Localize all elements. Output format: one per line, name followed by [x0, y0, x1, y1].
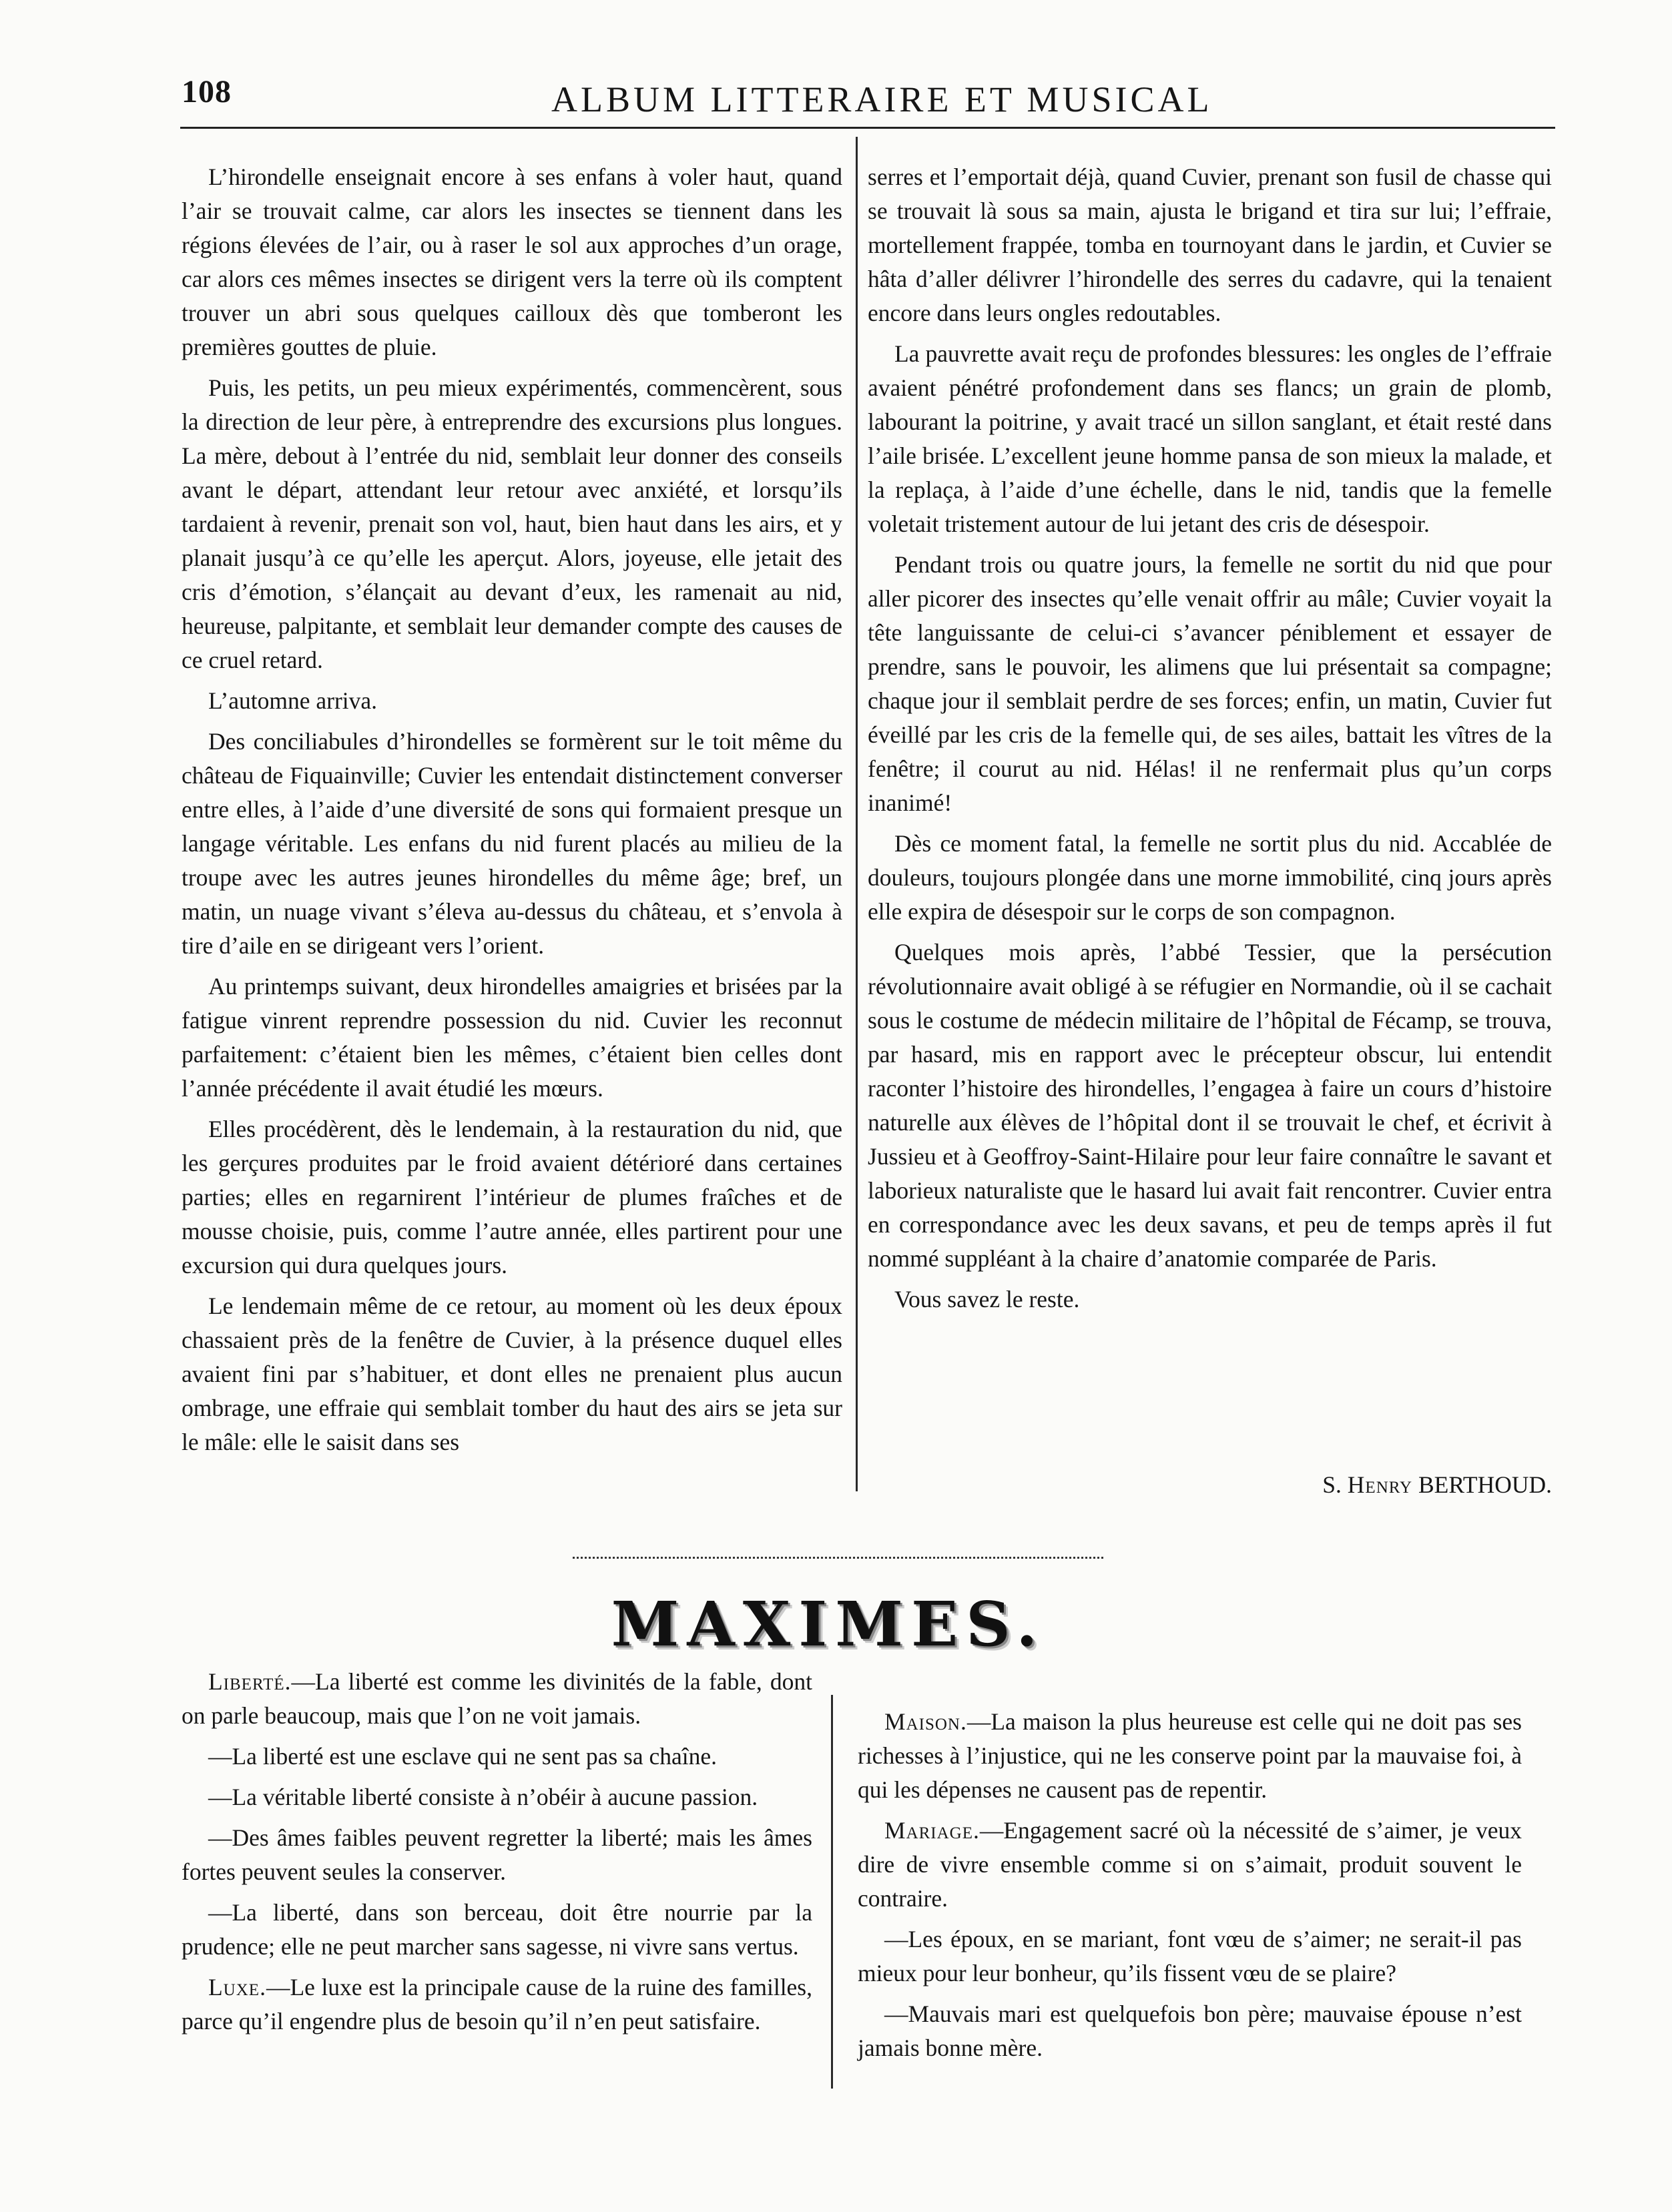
story-paragraph: Vous savez le reste. — [894, 1286, 1080, 1313]
story-paragraph: Quelques mois après, l’abbé Tessier, que la persécution révolutionnaire avait obligé à se réfugier en Normandie, où il se cachait sous le costume de médecin militaire de l’hôpital de Fécamp, se trouva, par hasard, mis en rapport avec le précepteur obscur, lui entendit raconter l’histoire des hirondelles, l’engagea à faire un cours d’histoire naturelle aux élèves de l’hôpital dont il se trouvait le chef, et écrivit à Jussieu et à Geoffroy-Saint-Hilaire pour leur faire connaître le savant et laborieux naturaliste que le hasard lui avait fait rencontrer. Cuvier entra en correspondance avec les deux savans, et peu de temps après il fut nommé suppléant à la chaire d’anatomie comparée de Paris. — [868, 939, 1552, 1272]
story-paragraph: Dès ce moment fatal, la femelle ne sortit plus du nid. Accablée de douleurs, toujours plongée dans une morne immobilité, cinq jours après elle expira de désespoir sur le corps de son compagnon. — [868, 830, 1552, 925]
maxim-text: —La liberté, dans son berceau, doit être nourrie par la prudence; elle ne peut marcher sans sagesse, ni vivre sans vertus. — [182, 1899, 812, 1960]
maxim-text: —Le luxe est la principale cause de la ruine des familles, parce qu’il engendre plus de besoin qu’il n’en peut satisfaire. — [182, 1974, 812, 2035]
story-paragraph: L’hirondelle enseignait encore à ses enfans à voler haut, quand l’air se trouvait calme, car alors les insectes se tiennent dans les régions élevées de l’air, ou à raser le sol aux approches d’un orage, car alors ces mêmes insectes se dirigent vers la terre où ils comptent trouver un abri sous quelques cailloux dès que tomberont les premières gouttes de pluie. — [182, 163, 842, 360]
maxim-term: Mariage. — [884, 1817, 980, 1844]
story-paragraph: Des conciliabules d’hirondelles se formèrent sur le toit même du château de Fiquainville; Cuvier les entendait distinctement converser entre elles, à l’aide d’une diversité de sons qui formaient presque un langage véritable. Les enfans du nid furent placés au milieu de la troupe avec les autres jeunes hirondelles du même âge; bref, un matin, un nuage vivant s’éleva au-dessus du château, et s’envola à tire d’aile en se dirigeant vers l’orient. — [182, 728, 842, 959]
maxim-text: —Les époux, en se mariant, font vœu de s’aimer; ne serait-il pas mieux pour leur bonheur, qu’ils fissent vœu de se plaire? — [858, 1926, 1522, 1986]
maximes-right-column — [858, 1705, 1522, 2072]
maxim-entry — [858, 1705, 1522, 1807]
signature-initial: S. — [1322, 1471, 1342, 1498]
maxim-entry — [182, 1896, 812, 1964]
story-paragraph: Puis, les petits, un peu mieux expérimentés, commencèrent, sous la direction de leur père, à entreprendre des excursions plus longues. La mère, debout à l’entrée du nid, semblait leur donner des conseils avant le départ, attendant leur retour avec anxiété, et lorsqu’ils tardaient à revenir, prenait son vol, haut, bien haut dans les airs, et y planait jusqu’à ce qu’elle les aperçut. Alors, joyeuse, elle jetait des cris d’émotion, s’élançait au devant d’eux, les ramenait au nid, heureuse, palpitante, et semblait leur demander compte des causes de ce cruel retard. — [182, 374, 842, 673]
signature-surname: BERTHOUD. — [1418, 1471, 1552, 1498]
maxim-entry — [858, 1922, 1522, 1990]
header-rule — [180, 127, 1555, 129]
column-divider — [856, 137, 858, 1491]
maxim-term: Liberté. — [208, 1668, 292, 1695]
signature-name: Henry — [1347, 1471, 1413, 1498]
maxim-entry — [182, 1821, 812, 1889]
maximes-heading: MAXIMES. — [611, 1588, 1046, 1660]
story-paragraph: L’automne arriva. — [208, 687, 378, 714]
maxim-text: —La liberté est une esclave qui ne sent pas sa chaîne. — [208, 1743, 717, 1770]
maxim-entry — [182, 1970, 812, 2039]
maxim-text: —Des âmes faibles peuvent regretter la liberté; mais les âmes fortes peuvent seules la conserver. — [182, 1824, 812, 1885]
section-separator — [573, 1557, 1103, 1559]
maxim-entry — [182, 1780, 812, 1814]
maximes-left-column — [182, 1665, 812, 2045]
maxim-text: —La maison la plus heureuse est celle qui ne doit pas ses richesses à l’injustice, qui ne les conserve point par la mauvaise foi, à qui les dépenses ne causent pas de repentir. — [858, 1708, 1522, 1803]
story-right-column — [868, 160, 1552, 1323]
page-number: 108 — [182, 74, 232, 109]
story-paragraph: La pauvrette avait reçu de profondes blessures: les ongles de l’effraie avaient pénétré profondement dans ses flancs; un grain de plomb, labourant la poitrine, y avait tracé un sillon sanglant, et était resté dans l’aile brisée. L’excellent jeune homme pansa de son mieux la malade, et la replaça, à l’aide d’une échelle, dans le nid, tandis que la femelle voletait tristement autour de lui jetant des cris de désespoir. — [868, 340, 1552, 537]
story-paragraph: Le lendemain même de ce retour, au moment où les deux époux chassaient près de la fenêtre de Cuvier, à la présence duquel elles avaient fini par s’habituer, et dont elles ne prenaient plus aucun ombrage, une effraie qui semblait tomber du haut des airs se jeta sur le mâle: elle le saisit dans ses — [182, 1293, 842, 1455]
maxim-text: —Mauvais mari est quelquefois bon père; mauvaise épouse n’est jamais bonne mère. — [858, 2000, 1522, 2061]
maxim-entry — [858, 1814, 1522, 1916]
story-paragraph: Elles procédèrent, dès le lendemain, à la restauration du nid, que les gerçures produites par le froid avaient détérioré dans certaines parties; elles en regarnirent l’intérieur de plumes fraîches et de mousse choisie, puis, comme l’autre année, elles partirent pour une excursion qui dura quelques jours. — [182, 1116, 842, 1278]
maxim-entry — [182, 1740, 812, 1774]
story-paragraph: Pendant trois ou quatre jours, la femelle ne sortit du nid que pour aller picorer des insectes qu’elle venait offrir au mâle; Cuvier voyait la tête languissante de celui-ci s’avancer péniblement et essayer de prendre, sans le pouvoir, les alimens que lui présentait sa compagne; chaque jour il semblait perdre de ses forces; enfin, un matin, Cuvier fut éveillé par les cris de la femelle qui, de ses ailes, battait les vîtres de la fenêtre; il courut au nid. Hélas! il ne renfermait plus qu’un corps inanimé! — [868, 551, 1552, 816]
maxim-entry — [182, 1665, 812, 1733]
story-paragraph: Au printemps suivant, deux hirondelles amaigries et brisées par la fatigue vinrent reprendre possession du nid. Cuvier les reconnut parfaitement: c’étaient bien les mêmes, c’étaient bien celles dont l’année précédente il avait étudié les mœurs. — [182, 973, 842, 1102]
maxim-text: —La liberté est comme les divinités de la fable, dont on parle beaucoup, mais que l’on ne voit jamais. — [182, 1668, 812, 1729]
maxim-text: —Engagement sacré où la nécessité de s’aimer, je veux dire de vivre ensemble comme si on s’aimait, produit souvent le contraire. — [858, 1817, 1522, 1912]
story-paragraph: serres et l’emportait déjà, quand Cuvier, prenant son fusil de chasse qui se trouvait là sous sa main, ajusta le brigand et tira sur lui; l’effraie, mortellement frappée, tomba en tournoyant dans le jardin, et Cuvier se hâta d’aller délivrer l’hirondelle des serres du cadavre, qui la tenaient encore dans leurs ongles redoutables. — [868, 163, 1552, 326]
column-divider — [831, 1695, 833, 2089]
maxim-text: —La véritable liberté consiste à n’obéir à aucune passion. — [208, 1784, 758, 1810]
maxim-term: Luxe. — [208, 1974, 266, 2000]
running-title: ALBUM LITTERAIRE ET MUSICAL — [551, 79, 1213, 119]
maxim-term: Maison. — [884, 1708, 967, 1735]
story-left-column — [182, 160, 842, 1466]
maxim-entry — [858, 1997, 1522, 2065]
author-signature — [868, 1468, 1552, 1502]
